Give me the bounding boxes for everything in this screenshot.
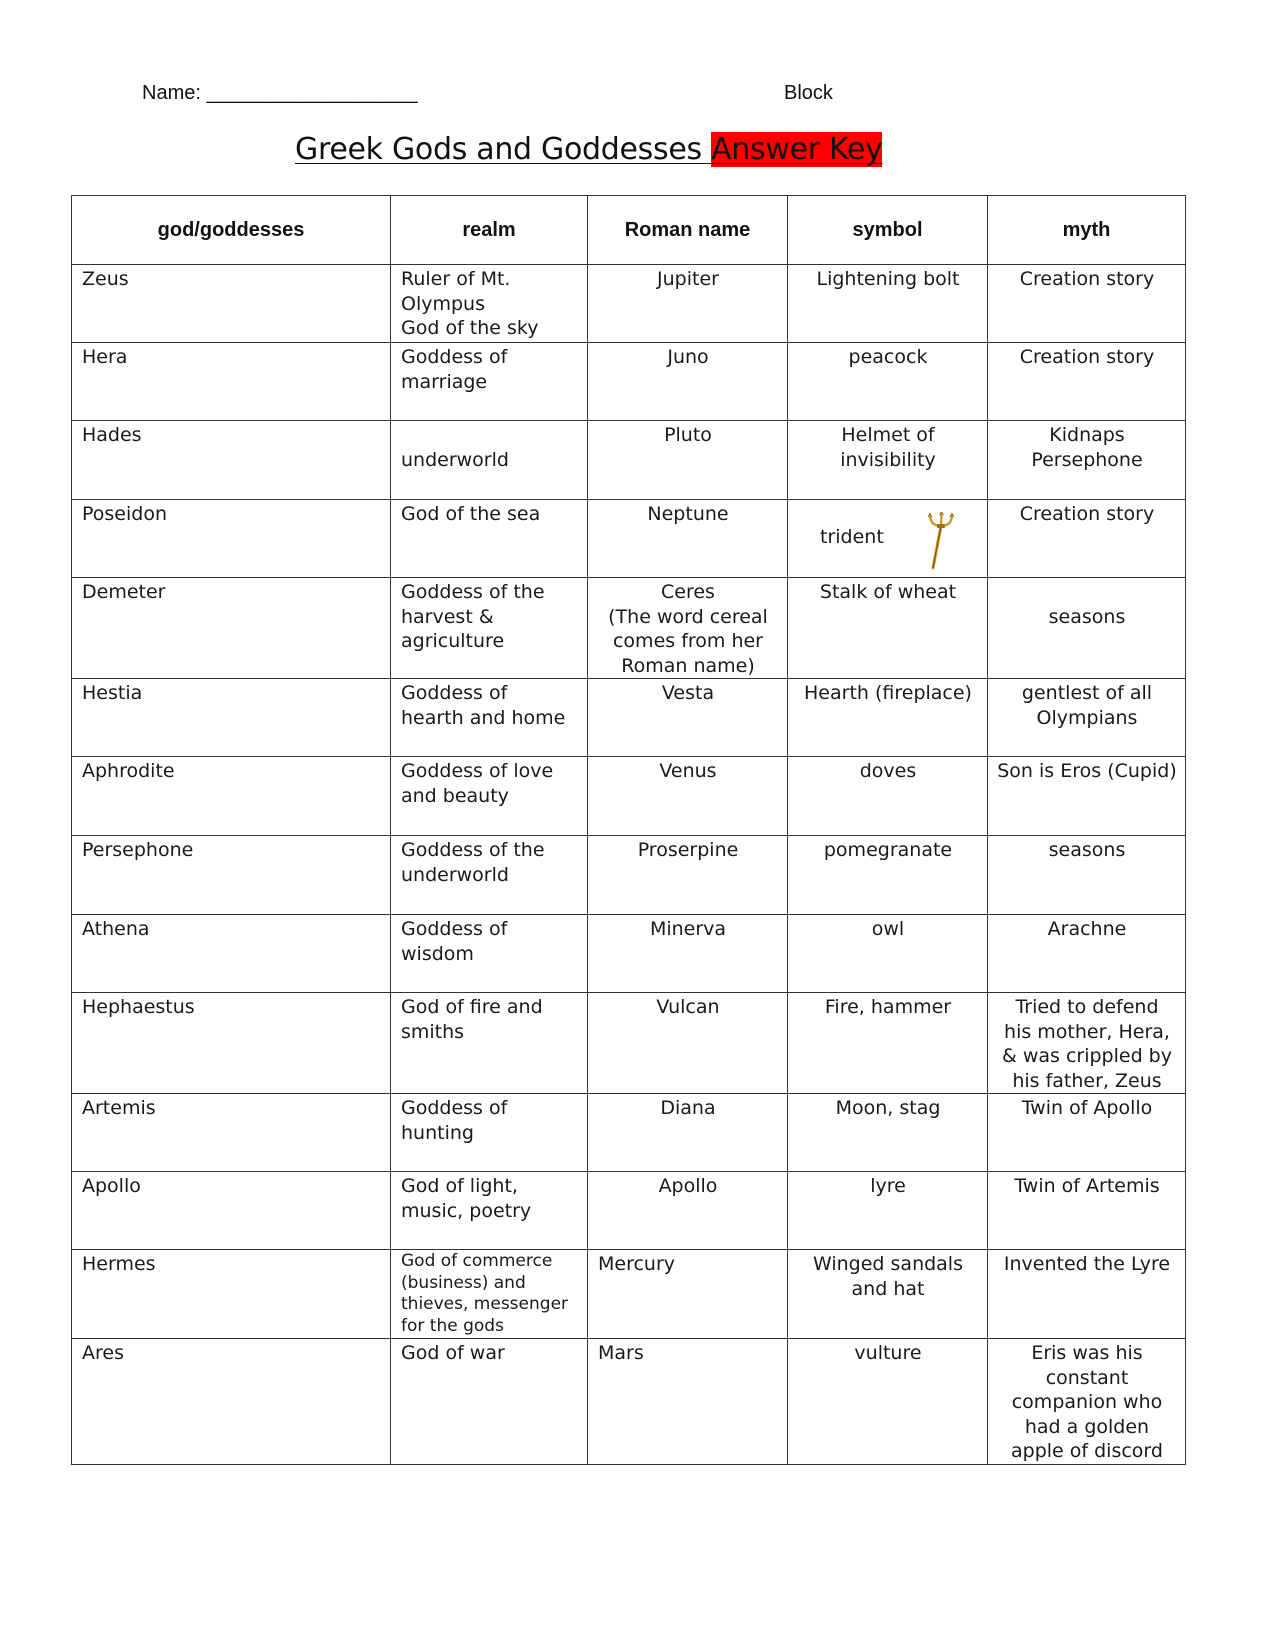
god-name: Persephone [82,839,194,861]
header-myth: myth [988,196,1186,265]
symbol: vulture [854,1342,922,1364]
header-row [72,196,1186,265]
roman-name: Vulcan [656,996,720,1018]
realm: Goddess of wisdom [401,918,508,965]
myth: Creation story [1019,503,1155,525]
table-row [72,1172,1186,1250]
myth: Tried to defend his mother, Hera, & was crippled by his father, Zeus [1001,996,1172,1092]
myth: Creation story [1019,346,1155,368]
table-row [72,757,1186,836]
table-row [72,1094,1186,1172]
god-name: Hera [82,346,128,368]
roman-name: Apollo [658,1175,718,1197]
myth: Creation story [1019,268,1155,290]
realm: Goddess of the underworld [401,839,545,886]
myth: Eris was his constant companion who had a golden apple of discord [1011,1342,1163,1462]
table-row [72,500,1186,578]
god-name: Demeter [82,581,166,603]
roman-name: Juno [667,346,709,368]
symbol: Hearth (fireplace) [804,682,972,704]
name-field-label: Name: ___________________ [142,82,418,104]
myth: Invented the Lyre [1003,1253,1171,1275]
god-name: Athena [82,918,150,940]
myth: gentlest of all Olympians [1021,682,1153,729]
realm: Goddess of hunting [401,1097,508,1144]
realm: Ruler of Mt. Olympus God of the sky [401,268,539,339]
myth: Twin of Apollo [1021,1097,1153,1119]
answer-key-highlight: Answer Key [711,132,883,167]
table-row [72,265,1186,343]
header-god: god/goddesses [72,196,391,265]
roman-name: Diana [660,1097,716,1119]
god-name: Artemis [82,1097,156,1119]
roman-name: Venus [659,760,717,782]
symbol: pomegranate [823,839,953,861]
table-row [72,679,1186,757]
trident-icon [925,512,955,570]
roman-name: Mercury [598,1253,676,1275]
table-row [72,578,1186,679]
realm: Goddess of marriage [401,346,508,393]
god-name: Hestia [82,682,143,704]
god-name: Ares [82,1342,124,1364]
myth: Twin of Artemis [1014,1175,1160,1197]
symbol: lyre [870,1175,906,1197]
table-row [72,836,1186,915]
realm: underworld [401,449,509,471]
realm: Goddess of love and beauty [401,760,554,807]
roman-name: Minerva [649,918,727,940]
realm: God of the sea [401,503,541,525]
symbol: Moon, stag [835,1097,941,1119]
roman-name: Jupiter [657,268,719,290]
symbol: peacock [848,346,928,368]
god-name: Aphrodite [82,760,175,782]
title-main: Greek Gods and Goddesses [295,132,712,167]
roman-name: Ceres (The word cereal comes from her Roman name) [608,581,768,677]
table-row [72,421,1186,500]
realm: Goddess of the harvest & agriculture [401,581,545,652]
symbol: Stalk of wheat [819,581,957,603]
roman-name: Vesta [661,682,715,704]
table-row [72,915,1186,993]
symbol-with-image [788,500,987,576]
header-roman-name: Roman name [588,196,788,265]
roman-name: Proserpine [637,839,739,861]
god-name: Zeus [82,268,129,290]
symbol: doves [859,760,917,782]
realm: God of light, music, poetry [401,1175,532,1222]
page-title [295,132,882,167]
god-name: Hermes [82,1253,156,1275]
table-row [72,1250,1186,1339]
symbol: Winged sandals and hat [812,1253,963,1300]
symbol: Fire, hammer [824,996,952,1018]
realm: Goddess of hearth and home [401,682,566,729]
table-row [72,993,1186,1094]
table-row [72,343,1186,421]
myth: seasons [1048,839,1126,861]
symbol: Helmet of invisibility [840,424,936,471]
myth: Arachne [1047,918,1127,940]
realm: God of war [401,1342,505,1364]
header-symbol: symbol [788,196,988,265]
roman-name: Mars [598,1342,644,1364]
myth: seasons [1048,606,1126,628]
symbol: owl [871,918,905,940]
myth: Kidnaps Persephone [1031,424,1143,471]
roman-name: Neptune [647,503,729,525]
god-name: Apollo [82,1175,141,1197]
gods-table [71,195,1186,1465]
symbol: Lightening bolt [816,268,960,290]
block-field-label: Block [784,82,833,104]
myth: Son is Eros (Cupid) [997,760,1177,782]
table-row [72,1339,1186,1465]
header-realm: realm [391,196,588,265]
god-name: Hephaestus [82,996,195,1018]
symbol: trident [820,526,884,548]
god-name: Poseidon [82,503,167,525]
roman-name: Pluto [664,424,712,446]
realm: God of fire and smiths [401,996,543,1043]
god-name: Hades [82,424,142,446]
realm: God of commerce (business) and thieves, messenger for the gods [401,1251,569,1336]
